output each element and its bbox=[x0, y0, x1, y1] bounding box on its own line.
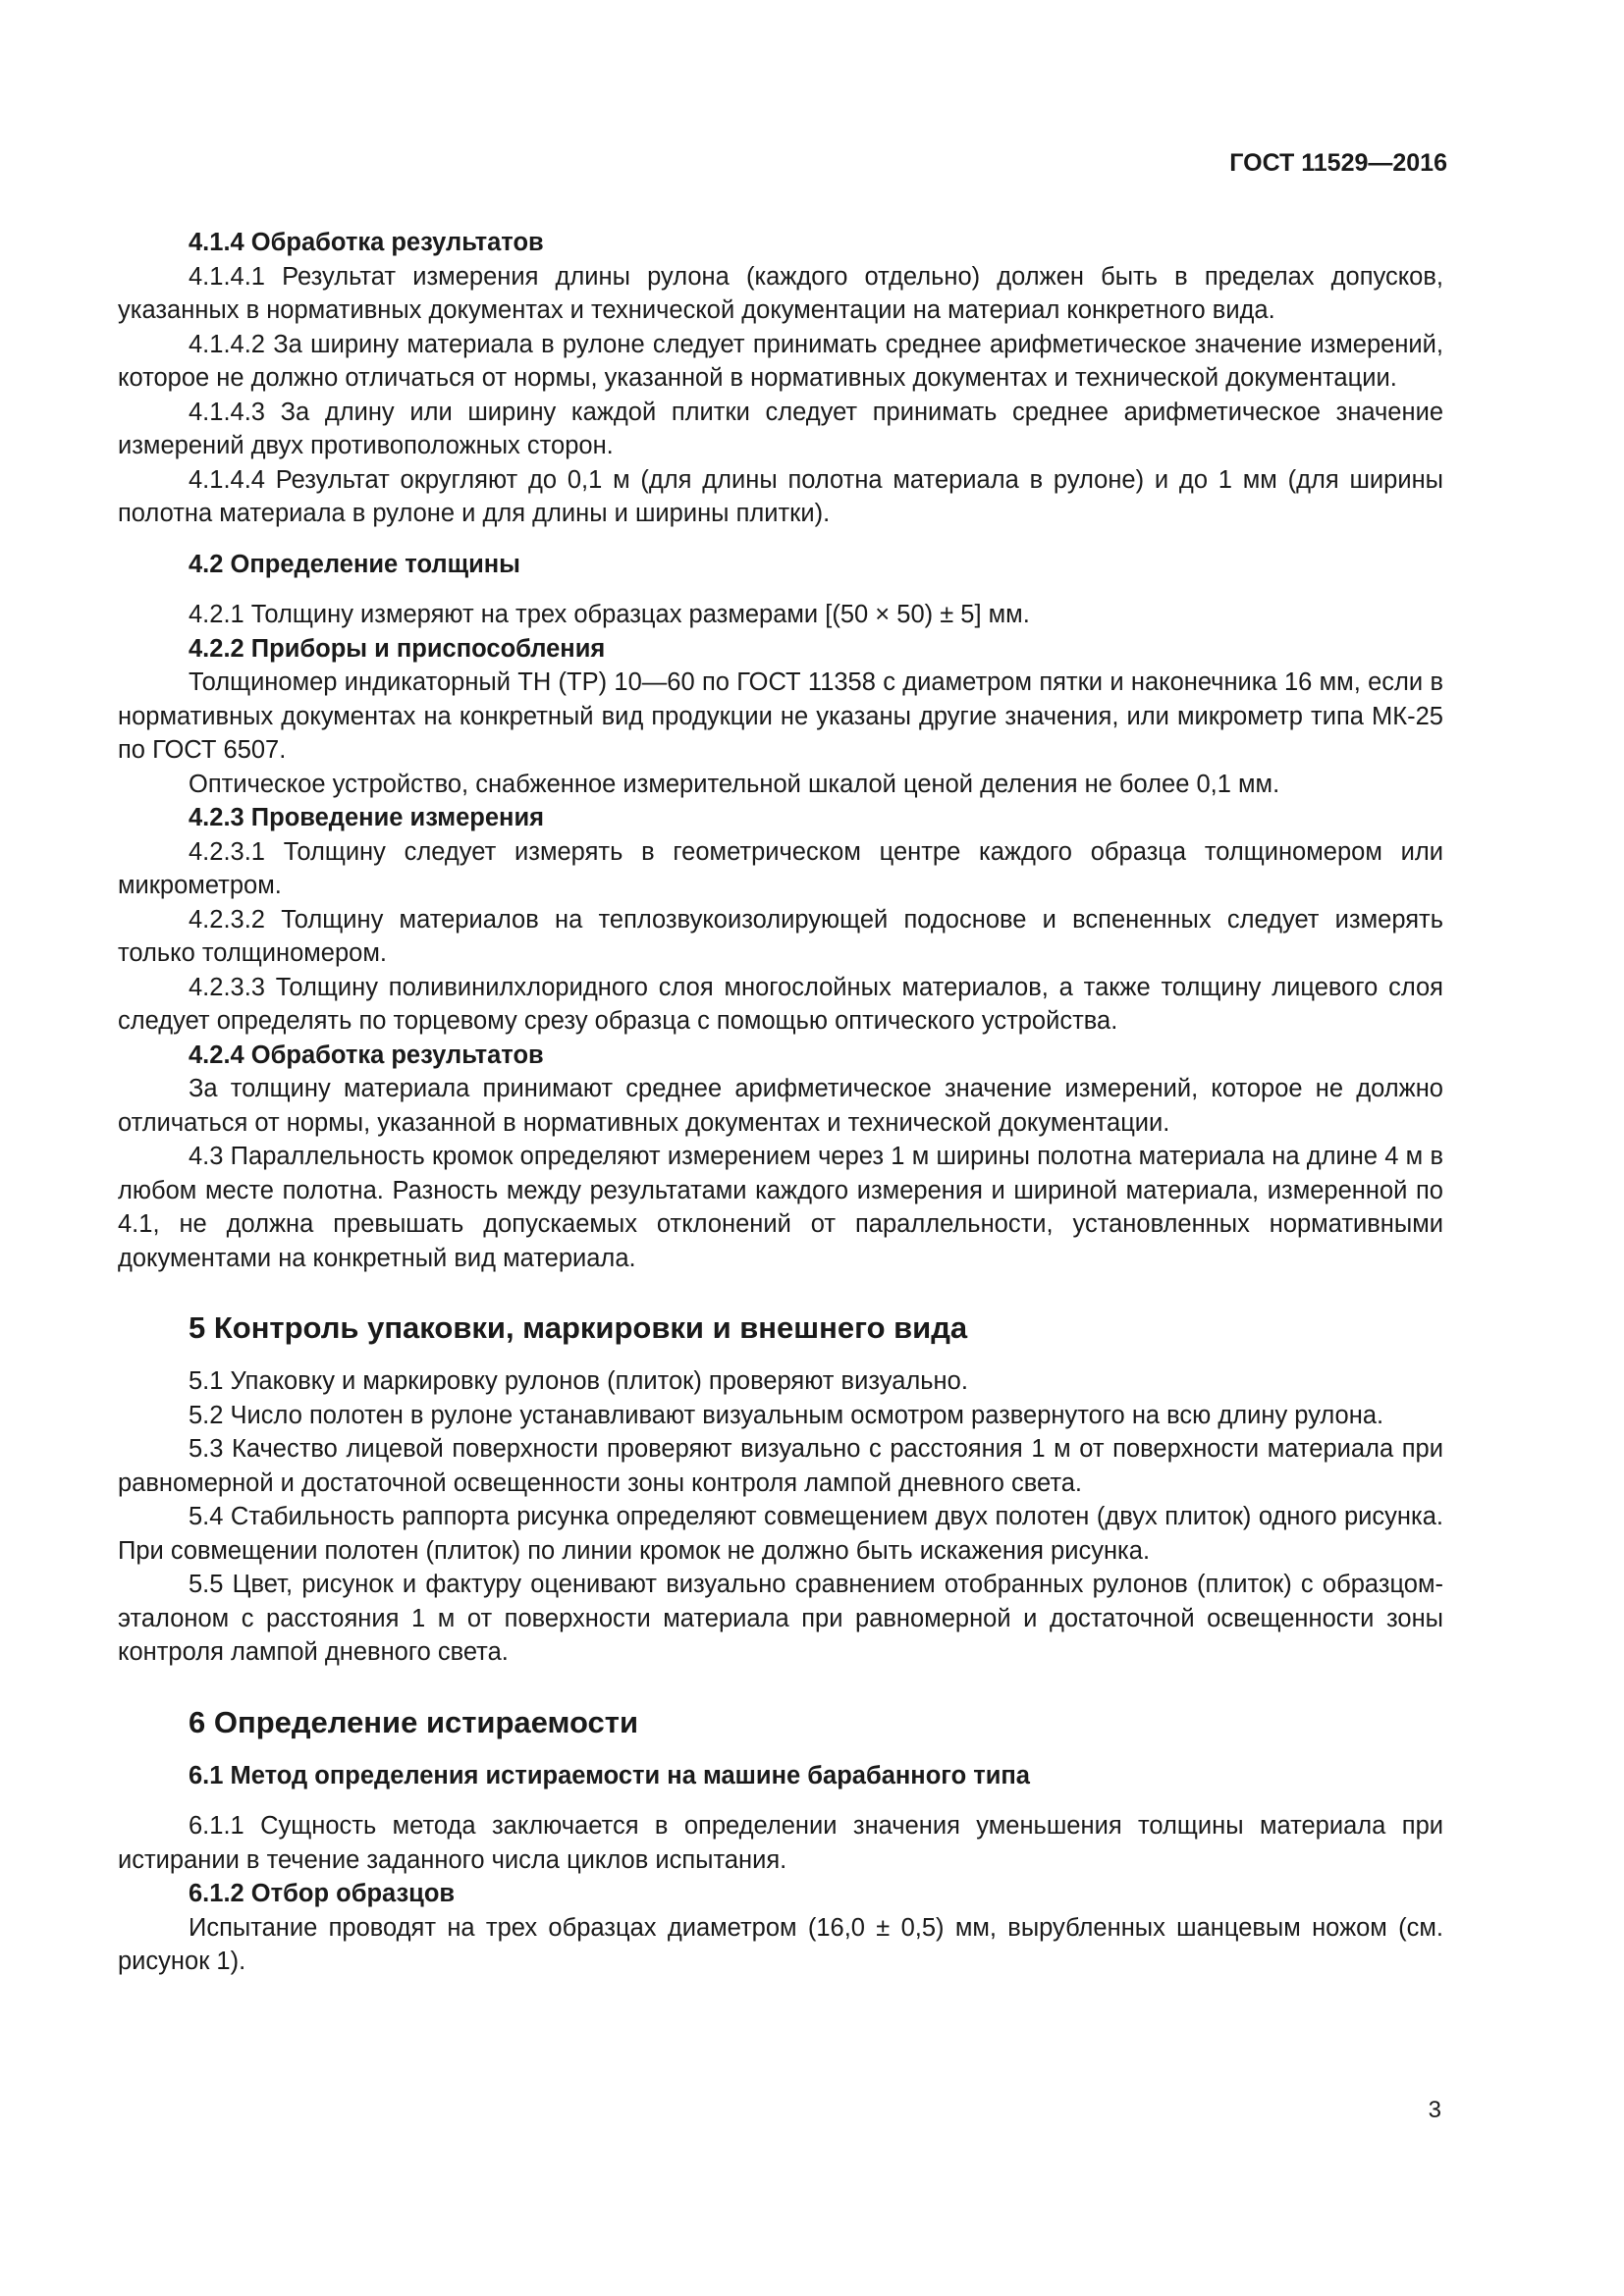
paragraph-4-2-2-a: Толщиномер индикаторный ТН (ТР) 10—60 по ГОСТ 11358 с диаметром пятки и наконечника 16 мм, если в нормативных документах на конкретный вид продукции не указаны другие значения, или микрометр типа МК-25 по ГОСТ 6507. bbox=[118, 668, 1443, 764]
paragraph-5-5: 5.5 Цвет, рисунок и фактуру оценивают визуально сравнением отобранных рулонов (плиток) с образцом-эталоном с расстояния 1 м от поверхности материала при равномерной и достаточной освещенности зоны контроля лампой дневного света. bbox=[118, 1571, 1443, 1666]
paragraph-4-2-1: 4.2.1 Толщину измеряют на трех образцах размерами [(50 × 50) ± 5] мм. bbox=[189, 601, 1030, 628]
paragraph-4-3: 4.3 Параллельность кромок определяют измерением через 1 м ширины полотна материала на длине 4 м в любом месте полотна. Разность между результатами каждого измерения и шириной материала, измеренной по 4.1, не должна превышать допускаемых отклонений от параллельности, установленных нормативными документами на конкретный вид материала. bbox=[118, 1143, 1443, 1272]
paragraph-4-1-4-3: 4.1.4.3 За длину или ширину каждой плитки следует принимать среднее арифметическое значение измерений двух противоположных сторон. bbox=[118, 398, 1443, 459]
subsection-heading-4-1-4: 4.1.4 Обработка результатов bbox=[189, 229, 544, 256]
paragraph-6-1-1: 6.1.1 Сущность метода заключается в определении значения уменьшения толщины материала при истирании в течение заданного числа циклов испытания. bbox=[118, 1812, 1443, 1874]
paragraph-5-2: 5.2 Число полотен в рулоне устанавливают визуальным осмотром развернутого на всю длину рулона. bbox=[189, 1401, 1384, 1429]
subsection-heading-4-2-2: 4.2.2 Приборы и приспособления bbox=[189, 634, 606, 663]
page-number: 3 bbox=[1428, 2097, 1441, 2123]
section-heading-6-1: 6.1 Метод определения истираемости на машине барабанного типа bbox=[189, 1761, 1030, 1789]
paragraph-4-1-4-4: 4.1.4.4 Результат округляют до 0,1 м (для длины полотна материала в рулоне) и до 1 мм (для ширины полотна материала в рулоне и для длины и ширины плитки). bbox=[118, 465, 1443, 527]
paragraph-5-3: 5.3 Качество лицевой поверхности проверяют визуально с расстояния 1 м от поверхности материала при равномерной и достаточной освещенности зоны контроля лампой дневного света. bbox=[118, 1435, 1443, 1497]
section-title-6: 6 Определение истираемости bbox=[189, 1704, 639, 1739]
subsection-heading-4-2-3: 4.2.3 Проведение измерения bbox=[189, 804, 544, 831]
paragraph-4-2-3-2: 4.2.3.2 Толщину материалов на теплозвукоизолирующей подоснове и вспененных следует измерять только толщиномером. bbox=[118, 905, 1443, 967]
subsection-heading-6-1-2: 6.1.2 Отбор образцов bbox=[189, 1880, 456, 1907]
paragraph-4-1-4-1: 4.1.4.1 Результат измерения длины рулона (каждого отдельно) должен быть в пределах допусков, указанных в нормативных документах и технической документации на материал конкретного вида. bbox=[118, 262, 1443, 324]
section-title-5: 5 Контроль упаковки, маркировки и внешнего вида bbox=[189, 1310, 968, 1345]
paragraph-4-2-2-b: Оптическое устройство, снабженное измерительной шкалой ценой деления не более 0,1 мм. bbox=[189, 770, 1280, 798]
document-header: ГОСТ 11529—2016 bbox=[1229, 149, 1447, 177]
document-body bbox=[118, 226, 1443, 1979]
section-heading-4-2: 4.2 Определение толщины bbox=[189, 550, 520, 578]
paragraph-4-1-4-2: 4.1.4.2 За ширину материала в рулоне следует принимать среднее арифметическое значение измерений, которое не должно отличаться от нормы, указанной в нормативных документах и технической документации. bbox=[118, 330, 1443, 392]
paragraph-4-2-3-1: 4.2.3.1 Толщину следует измерять в геометрическом центре каждого образца толщиномером или микрометром. bbox=[118, 837, 1443, 899]
paragraph-4-2-3-3: 4.2.3.3 Толщину поливинилхлоридного слоя многослойных материалов, а также толщину лицевого слоя следует определять по торцевому срезу образца с помощью оптического устройства. bbox=[118, 973, 1443, 1035]
paragraph-5-1: 5.1 Упаковку и маркировку рулонов (плиток) проверяют визуально. bbox=[189, 1367, 968, 1395]
paragraph-5-4: 5.4 Стабильность раппорта рисунка определяют совмещением двух полотен (двух плиток) одного рисунка. При совмещении полотен (плиток) по линии кромок не должно быть искажения рисунка. bbox=[118, 1503, 1443, 1565]
paragraph-4-2-4: За толщину материала принимают среднее арифметическое значение измерений, которое не должно отличаться от нормы, указанной в нормативных документах и технической документации. bbox=[118, 1075, 1443, 1137]
paragraph-6-1-2: Испытание проводят на трех образцах диаметром (16,0 ± 0,5) мм, вырубленных шанцевым ножом (см. рисунок 1). bbox=[118, 1913, 1443, 1975]
subsection-heading-4-2-4: 4.2.4 Обработка результатов bbox=[189, 1041, 544, 1069]
